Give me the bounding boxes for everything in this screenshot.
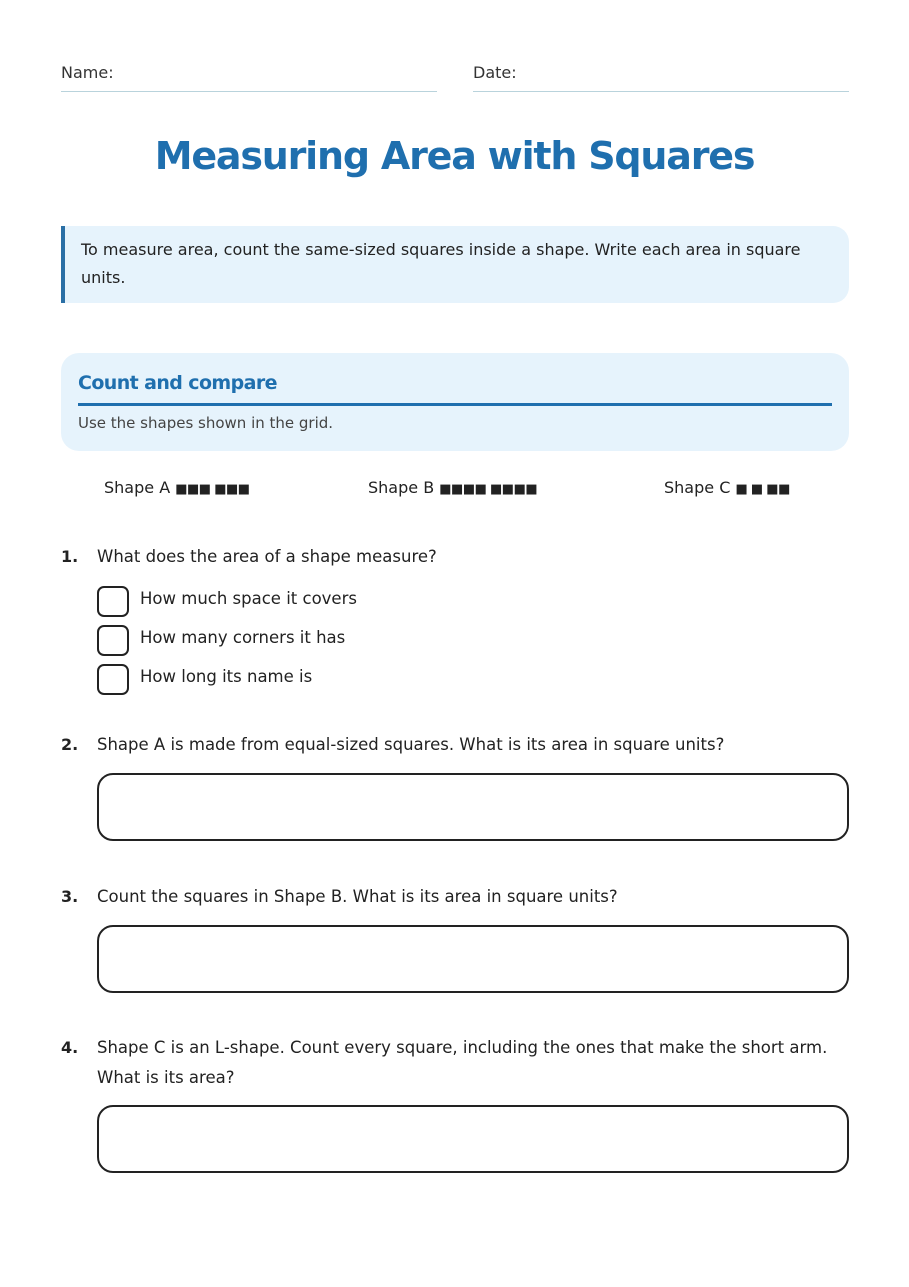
checkbox[interactable] [97, 664, 129, 695]
question-4-number: 4. [61, 1038, 79, 1057]
shape-a [104, 477, 250, 501]
question-2-text: Shape A is made from equal-sized squares. What is its area in square units? [97, 735, 725, 754]
question-2-answer-box[interactable] [97, 773, 849, 841]
header-row [61, 62, 849, 92]
checkbox[interactable] [97, 586, 129, 617]
shape-c-squares: ■ ■ ■■ [735, 482, 790, 497]
question-3-number: 3. [61, 887, 79, 906]
section-title: Count and compare [78, 369, 832, 406]
shape-b-squares: ■■■■ ■■■■ [439, 482, 538, 497]
shape-b-label: Shape B [368, 478, 435, 497]
question-3-answer-box[interactable] [97, 925, 849, 993]
shape-b [368, 477, 537, 501]
section-subtitle: Use the shapes shown in the grid. [78, 414, 334, 432]
option-label: How long its name is [140, 667, 313, 686]
date-label: Date: [473, 63, 517, 82]
question-1-number: 1. [61, 547, 79, 566]
shape-c [664, 477, 790, 501]
option-label: How much space it covers [140, 589, 357, 608]
shapes-row [0, 477, 909, 501]
question-4-answer-box[interactable] [97, 1105, 849, 1173]
checkbox[interactable] [97, 625, 129, 656]
question-4-text: Shape C is an L-shape. Count every square, including the ones that make the short arm. What is its area? [97, 1038, 828, 1087]
section-header [61, 353, 849, 451]
option-label: How many corners it has [140, 628, 346, 647]
name-field[interactable] [61, 62, 437, 92]
intro-callout: To measure area, count the same-sized squares inside a shape. Write each area in square units. [61, 226, 849, 303]
question-1-text: What does the area of a shape measure? [97, 547, 437, 566]
page-title: Measuring Area with Squares [154, 134, 755, 178]
date-field[interactable] [473, 62, 849, 92]
shape-a-label: Shape A [104, 478, 171, 497]
question-3-text: Count the squares in Shape B. What is its area in square units? [97, 887, 618, 906]
shape-c-label: Shape C [664, 478, 731, 497]
name-label: Name: [61, 63, 114, 82]
shape-a-squares: ■■■ ■■■ [175, 482, 250, 497]
question-2-number: 2. [61, 735, 79, 754]
